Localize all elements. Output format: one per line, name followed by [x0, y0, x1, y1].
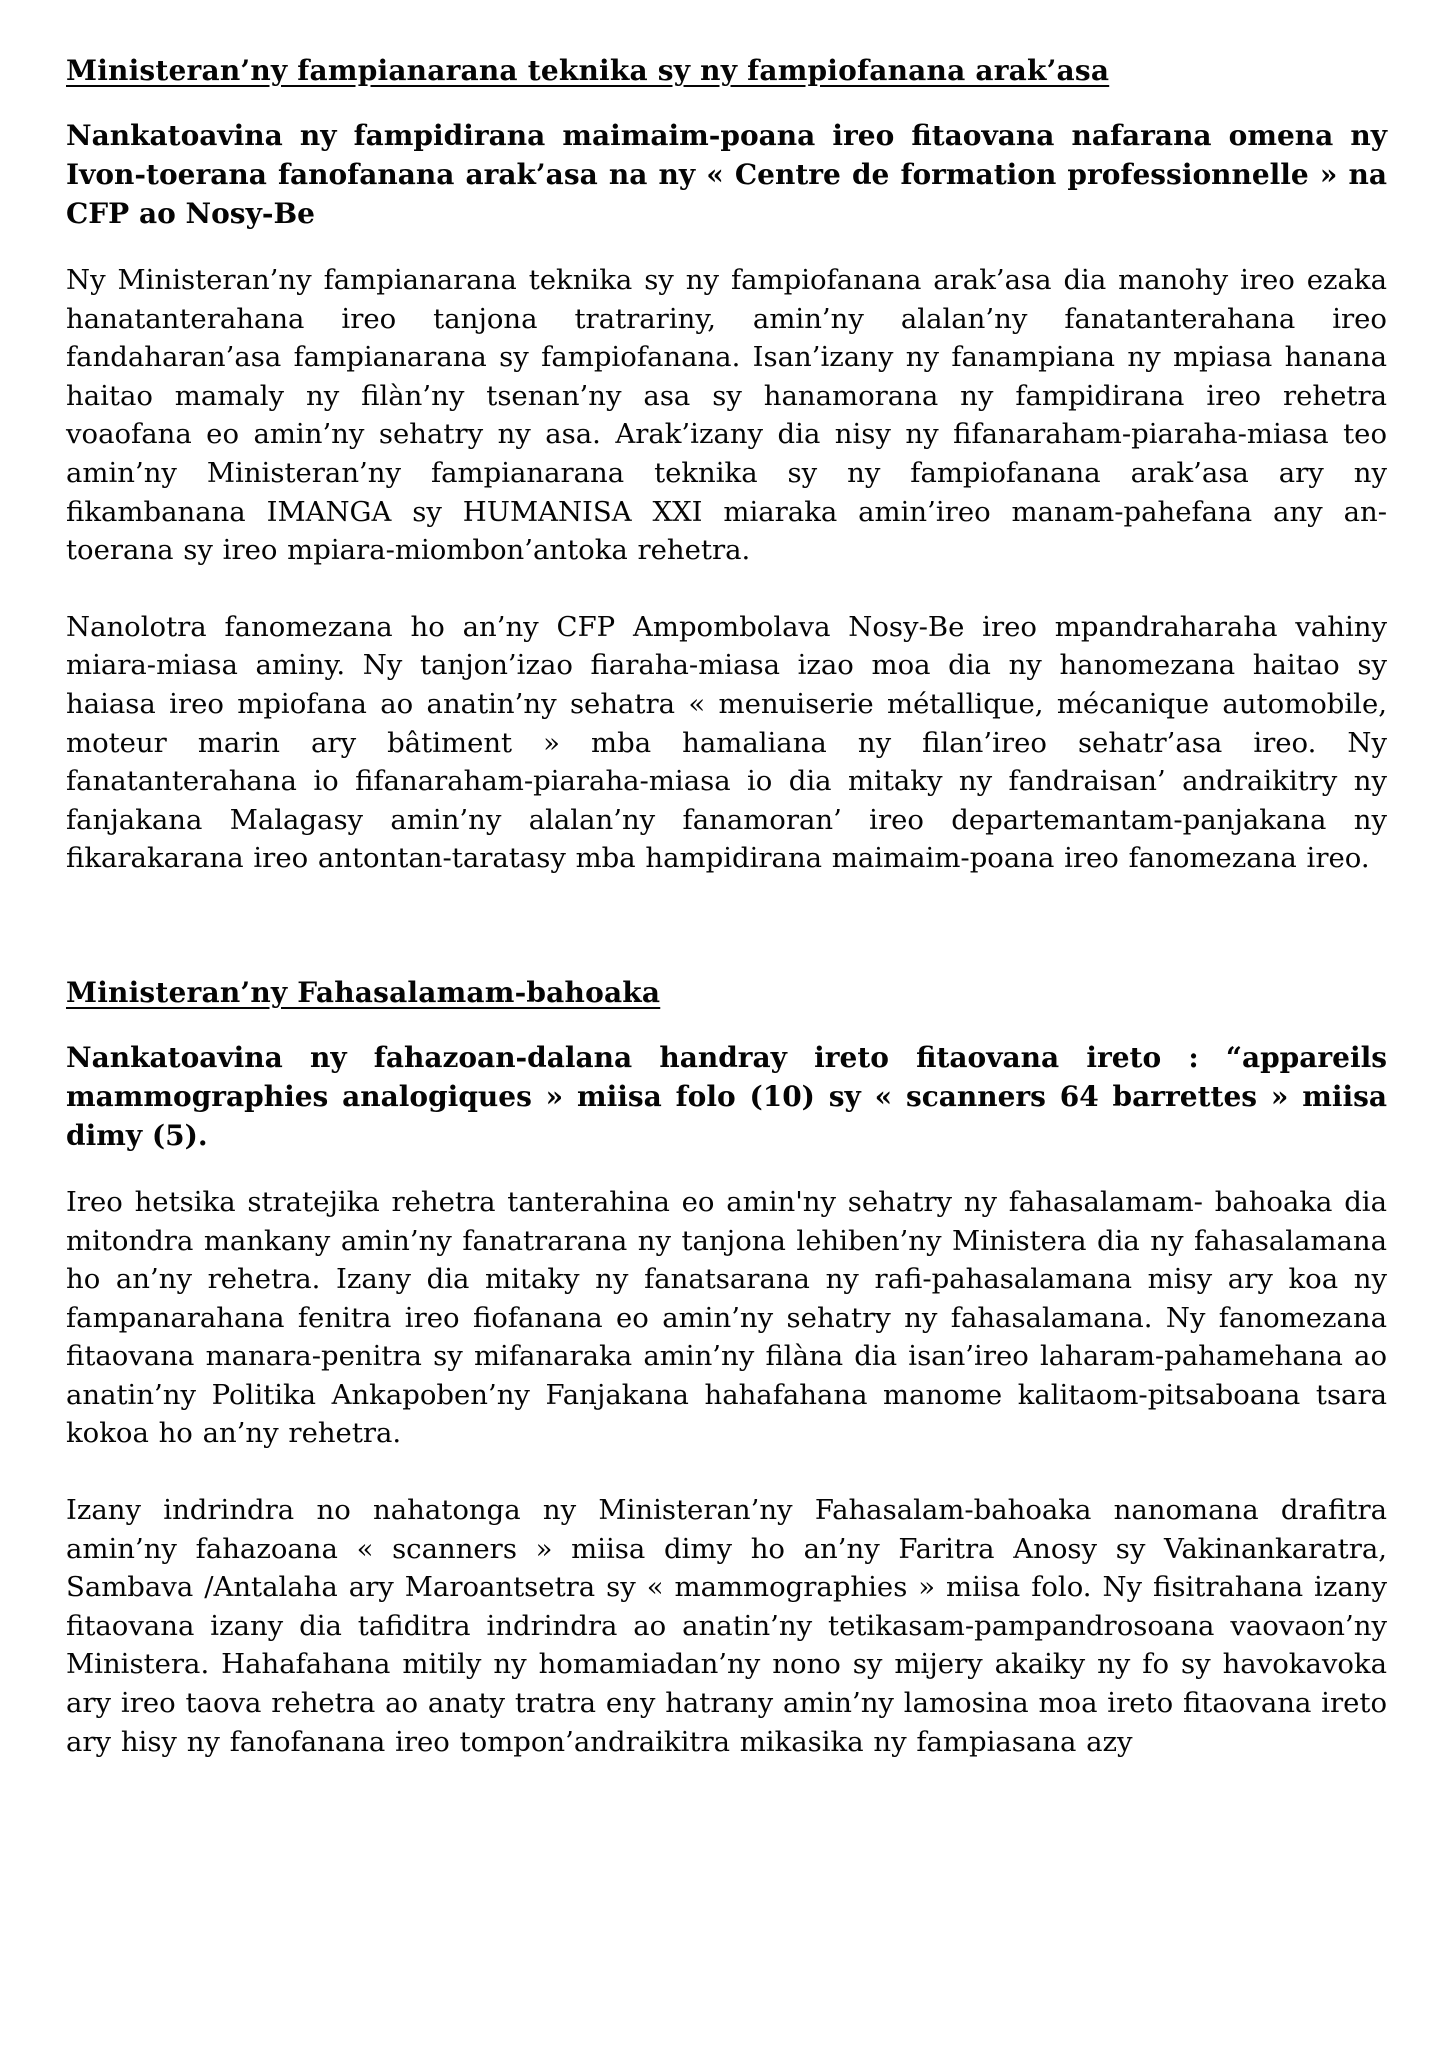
- paragraph: Nanolotra fanomezana ho an’ny CFP Ampombolava Nosy-Be ireo mpandraharaha vahiny miara-miasa aminy. Ny tanjon’izao fiaraha-miasa izao moa dia ny hanomezana haitao sy haiasa ireo mpiofana ao anatin’ny sehatra « menuiserie métallique, mécanique automobile, moteur marin ary bâtiment » mba hamaliana ny filan’ireo sehatr’asa ireo. Ny fanatanterahana io fifanaraham-piaraha-miasa io dia mitaky ny fandraisan’ andraikitry ny fanjakana Malagasy amin’ny alalan’ny fanamoran’ ireo departemantam-panjakana ny fikarakarana ireo antontan-taratasy mba hampidirana maimaim-poana ireo fanomezana ireo.: [66, 610, 1387, 875]
- section-subheading: Nankatoavina ny fampidirana maimaim-poana ireo fitaovana nafarana omena ny Ivon-toerana fanofanana arak’asa na ny « Centre de formation professionnelle » na CFP ao Nosy-Be: [66, 119, 1387, 230]
- section-heading: Ministeran’ny Fahasalamam-bahoaka: [66, 975, 661, 1009]
- section-subheading: Nankatoavina ny fahazoan-dalana handray ireto fitaovana ireto : “appareils mammographies analogiques » miisa folo (10) sy « scanners 64 barrettes » miisa dimy (5).: [66, 1040, 1387, 1152]
- paragraph: Ny Ministeran’ny fampianarana teknika sy ny fampiofanana arak’asa dia manohy ireo ezaka hanatanterahana ireo tanjona tratrariny, amin’ny alalan’ny fanatanterahana ireo fandaharan’asa fampianarana sy fampiofanana. Isan’izany ny fanampiana ny mpiasa hanana haitao mamaly ny filàn’ny tsenan’ny asa sy hanamorana ny fampidirana ireo rehetra voaofana eo amin’ny sehatry ny asa. Arak’izany dia nisy ny fifanaraham-piaraha-miasa teo amin’ny Ministeran’ny fampianarana teknika sy ny fampiofanana arak’asa ary ny fikambanana IMANGA sy HUMANISA XXI miaraka amin’ireo manam-pahefana any an-toerana sy ireo mpiara-miombon’antoka rehetra.: [66, 264, 1387, 567]
- section-public-health: [66, 974, 1387, 1761]
- paragraph: Ireo hetsika stratejika rehetra tanterahina eo amin'ny sehatry ny fahasalamam- bahoaka dia mitondra mankany amin’ny fanatrarana ny tanjona lehiben’ny Ministera dia ny fahasalamana ho an’ny rehetra. Izany dia mitaky ny fanatsarana ny rafi-pahasalamana misy ary koa ny fampanarahana fenitra ireo fiofanana eo amin’ny sehatry ny fahasalamana. Ny fanomezana fitaovana manara-penitra sy mifanaraka amin’ny filàna dia isan’ireo laharam-pahamehana ao anatin’ny Politika Ankapoben’ny Fanjakana hahafahana manome kalitaom-pitsaboana tsara kokoa ho an’ny rehetra.: [66, 1185, 1387, 1450]
- paragraph: Izany indrindra no nahatonga ny Ministeran’ny Fahasalam-bahoaka nanomana drafitra amin’ny fahazoana « scanners » miisa dimy ho an’ny Faritra Anosy sy Vakinankaratra, Sambava /Antalaha ary Maroantsetra sy « mammographies » miisa folo. Ny fisitrahana izany fitaovana izany dia tafiditra indrindra ao anatin’ny tetikasam-pampandrosoana vaovaon’ny Ministera. Hahafahana mitily ny homamiadan’ny nono sy mijery akaiky ny fo sy havokavoka ary ireo taova rehetra ao anaty tratra eny hatrany amin’ny lamosina moa ireto fitaovana ireto ary hisy ny fanofanana ireo tompon’andraikitra mikasika ny fampiasana azy: [66, 1494, 1387, 1758]
- section-heading: Ministeran’ny fampianarana teknika sy ny fampiofanana arak’asa: [66, 54, 1110, 87]
- section-technical-education: [66, 52, 1387, 878]
